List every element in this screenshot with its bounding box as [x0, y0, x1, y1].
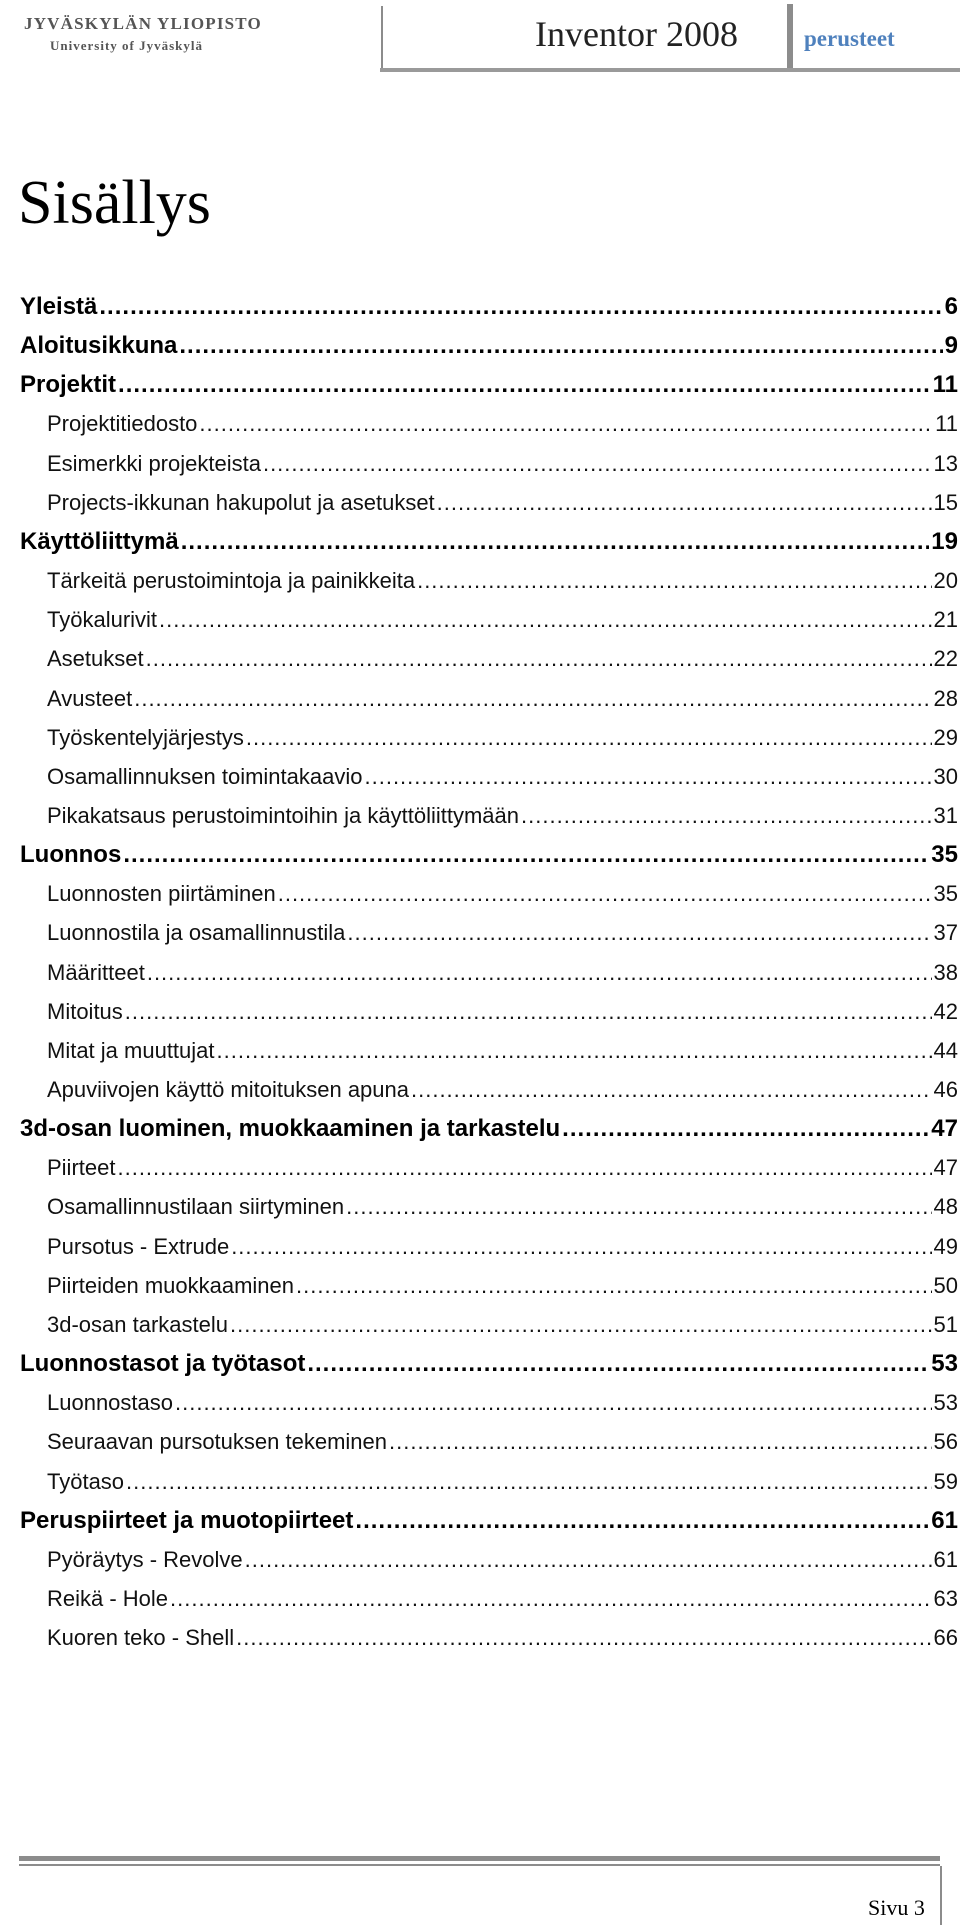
toc-entry-page-number: 29	[933, 724, 958, 750]
title-divider	[787, 4, 793, 72]
toc-dot-leader	[179, 329, 942, 363]
toc-section-entry[interactable]	[47, 1425, 958, 1459]
toc-entry-page-number: 51	[933, 1311, 958, 1337]
toc-dot-leader	[170, 1582, 931, 1616]
toc-entry-page-number: 61	[931, 1506, 958, 1534]
toc-dot-leader	[146, 642, 932, 676]
toc-dot-leader	[231, 1230, 931, 1264]
toc-chapter-entry[interactable]	[20, 525, 958, 559]
toc-section-entry[interactable]	[47, 486, 958, 520]
toc-entry-label: Asetukset	[47, 646, 144, 672]
toc-section-entry[interactable]	[47, 1230, 958, 1264]
toc-entry-label: Tärkeitä perustoimintoja ja painikkeita	[47, 568, 416, 594]
toc-dot-leader	[99, 290, 942, 324]
toc-entry-page-number: 22	[933, 646, 958, 672]
toc-entry-label: Luonnos	[20, 841, 122, 869]
toc-section-entry[interactable]	[47, 1190, 958, 1224]
toc-dot-leader	[355, 1504, 929, 1538]
toc-entry-page-number: 19	[931, 527, 958, 555]
toc-dot-leader	[296, 1269, 931, 1303]
toc-entry-label: Projektit	[20, 371, 117, 399]
toc-entry-label: Yleistä	[20, 293, 98, 320]
toc-dot-leader	[365, 760, 932, 794]
toc-entry-page-number: 42	[933, 998, 958, 1024]
toc-section-entry[interactable]	[47, 1269, 958, 1303]
toc-entry-label: Luonnosten piirtäminen	[47, 881, 276, 907]
toc-dot-leader	[236, 1621, 931, 1655]
toc-entry-page-number: 53	[931, 1350, 958, 1378]
toc-entry-label: Esimerkki projekteista	[47, 450, 261, 476]
toc-dot-leader	[278, 877, 932, 911]
toc-entry-page-number: 66	[933, 1625, 958, 1651]
toc-section-entry[interactable]	[47, 682, 958, 716]
page-number: Sivu 3	[868, 1895, 925, 1920]
document-subtitle: perusteet	[804, 26, 895, 51]
toc-section-entry[interactable]	[47, 603, 958, 637]
toc-dot-leader	[521, 799, 932, 833]
toc-entry-label: Aloitusikkuna	[20, 332, 178, 360]
toc-dot-leader	[159, 603, 931, 637]
footer-divider	[940, 1866, 942, 1925]
university-logo	[24, 14, 262, 60]
university-name-english: University of Jyväskylä	[50, 38, 203, 53]
toc-chapter-entry[interactable]	[20, 838, 958, 872]
toc-entry-label: Avusteet	[47, 685, 133, 711]
toc-dot-leader	[125, 995, 932, 1029]
toc-dot-leader	[181, 525, 930, 559]
toc-section-entry[interactable]	[47, 721, 958, 755]
toc-entry-page-number: 20	[933, 568, 958, 594]
toc-heading: Sisällys	[18, 169, 211, 237]
toc-entry-page-number: 50	[933, 1272, 958, 1298]
toc-section-entry[interactable]	[47, 1308, 958, 1342]
toc-dot-leader	[230, 1308, 932, 1342]
header-divider	[381, 6, 383, 68]
toc-section-entry[interactable]	[47, 1073, 958, 1107]
toc-entry-page-number: 47	[931, 1115, 958, 1143]
toc-dot-leader	[411, 1073, 932, 1107]
toc-dot-leader	[347, 916, 931, 950]
toc-entry-label: Pyöräytys - Revolve	[47, 1546, 243, 1572]
toc-section-entry[interactable]	[47, 956, 958, 990]
toc-entry-page-number: 35	[931, 841, 958, 869]
toc-chapter-entry[interactable]	[20, 1347, 958, 1381]
toc-dot-leader	[346, 1190, 931, 1224]
toc-entry-label: Luonnostaso	[47, 1390, 173, 1416]
toc-section-entry[interactable]	[47, 1621, 958, 1655]
toc-entry-label: Pursotus - Extrude	[47, 1233, 230, 1259]
toc-entry-page-number: 59	[933, 1468, 958, 1494]
toc-dot-leader	[147, 956, 932, 990]
toc-entry-label: Projektitiedosto	[47, 411, 198, 437]
toc-dot-leader	[263, 447, 932, 481]
toc-section-entry[interactable]	[47, 407, 958, 441]
toc-entry-label: Piirteet	[47, 1155, 116, 1181]
toc-section-entry[interactable]	[47, 642, 958, 676]
toc-section-entry[interactable]	[47, 799, 958, 833]
toc-dot-leader	[199, 407, 933, 441]
toc-entry-label: Luonnostila ja osamallinnustila	[47, 920, 346, 946]
toc-dot-leader	[437, 486, 932, 520]
toc-entry-page-number: 47	[933, 1155, 958, 1181]
toc-section-entry[interactable]	[47, 916, 958, 950]
toc-entry-page-number: 31	[933, 802, 958, 828]
toc-entry-label: Peruspiirteet ja muotopiirteet	[20, 1506, 354, 1534]
toc-entry-label: Käyttöliittymä	[20, 527, 179, 555]
toc-chapter-entry[interactable]	[20, 1504, 958, 1538]
toc-section-entry[interactable]	[47, 760, 958, 794]
toc-chapter-entry[interactable]	[20, 1112, 958, 1146]
toc-entry-page-number: 37	[933, 920, 958, 946]
toc-dot-leader	[126, 1465, 931, 1499]
toc-dot-leader	[217, 1034, 932, 1068]
toc-entry-page-number: 9	[944, 332, 958, 360]
toc-dot-leader	[123, 838, 929, 872]
toc-entry-page-number: 11	[932, 371, 958, 399]
toc-entry-page-number: 38	[933, 959, 958, 985]
toc-entry-label: Osamallinnustilaan siirtyminen	[47, 1194, 345, 1220]
toc-entry-label: Työtaso	[47, 1468, 125, 1494]
toc-entry-page-number: 28	[933, 685, 958, 711]
page-header	[0, 0, 960, 80]
toc-section-entry[interactable]	[47, 1386, 958, 1420]
toc-entry-label: Työkalurivit	[47, 607, 158, 633]
toc-entry-page-number: 21	[933, 607, 958, 633]
toc-entry-page-number: 61	[933, 1546, 958, 1572]
toc-entry-label: Seuraavan pursotuksen tekeminen	[47, 1429, 387, 1455]
toc-section-entry[interactable]	[47, 1465, 958, 1499]
toc-dot-leader	[307, 1347, 929, 1381]
footer-rule	[19, 1856, 940, 1861]
toc-entry-label: Apuviivojen käyttö mitoituksen apuna	[47, 1077, 409, 1102]
toc-entry-page-number: 49	[933, 1233, 958, 1259]
toc-dot-leader	[175, 1386, 932, 1420]
toc-entry-label: Pikakatsaus perustoimintoihin ja käyttöliittymään	[47, 802, 520, 828]
toc-entry-page-number: 56	[933, 1429, 958, 1455]
toc-entry-label: Osamallinnuksen toimintakaavio	[47, 763, 363, 789]
toc-entry-label: Määritteet	[47, 959, 145, 985]
toc-section-entry[interactable]	[47, 564, 958, 598]
toc-entry-page-number: 30	[933, 763, 958, 789]
toc-entry-label: Luonnostasot ja työtasot	[20, 1350, 306, 1378]
toc-chapter-entry[interactable]	[20, 329, 958, 363]
toc-chapter-entry[interactable]	[20, 368, 958, 402]
toc-section-entry[interactable]	[47, 877, 958, 911]
toc-section-entry[interactable]	[47, 447, 958, 481]
toc-entry-page-number: 63	[933, 1585, 958, 1611]
toc-entry-page-number: 53	[933, 1390, 958, 1416]
toc-entry-page-number: 48	[933, 1194, 958, 1220]
toc-dot-leader	[562, 1112, 929, 1146]
toc-chapter-entry[interactable]	[20, 290, 958, 324]
toc-entry-page-number: 35	[933, 881, 958, 907]
toc-entry-label: Projects-ikkunan hakupolut ja asetukset	[47, 489, 435, 515]
toc-entry-page-number: 6	[944, 293, 958, 320]
toc-dot-leader	[246, 721, 932, 755]
toc-entry-label: Reikä - Hole	[47, 1585, 169, 1611]
toc-entry-label: 3d-osan luominen, muokkaaminen ja tarkastelu	[20, 1115, 561, 1143]
toc-entry-page-number: 13	[933, 450, 958, 476]
toc-dot-leader	[134, 682, 931, 716]
toc-entry-label: Työskentelyjärjestys	[47, 724, 244, 750]
toc-dot-leader	[118, 368, 931, 402]
toc-section-entry[interactable]	[47, 1151, 958, 1185]
toc-entry-label: 3d-osan tarkastelu	[47, 1311, 228, 1337]
toc-dot-leader	[417, 564, 931, 598]
toc-entry-page-number: 46	[933, 1077, 958, 1102]
toc-entry-page-number: 11	[935, 411, 958, 437]
toc-section-entry[interactable]	[47, 1582, 958, 1616]
toc-entry-label: Mitoitus	[47, 998, 123, 1024]
toc-dot-leader	[117, 1151, 931, 1185]
toc-dot-leader	[389, 1425, 932, 1459]
toc-entry-label: Mitat ja muuttujat	[47, 1037, 215, 1063]
header-rule	[380, 68, 960, 72]
university-name: JYVÄSKYLÄN YLIOPISTO	[24, 14, 262, 33]
toc-section-entry[interactable]	[47, 995, 958, 1029]
toc-section-entry[interactable]	[47, 1543, 958, 1577]
toc-section-entry[interactable]	[47, 1034, 958, 1068]
toc-entry-label: Piirteiden muokkaaminen	[47, 1272, 295, 1298]
toc-entry-label: Kuoren teko - Shell	[47, 1625, 235, 1651]
toc-entry-page-number: 15	[933, 489, 958, 515]
toc-dot-leader	[245, 1543, 932, 1577]
toc-entry-page-number: 44	[933, 1037, 958, 1063]
footer-rule-thin	[19, 1864, 940, 1866]
document-title: Inventor 2008	[535, 14, 738, 54]
